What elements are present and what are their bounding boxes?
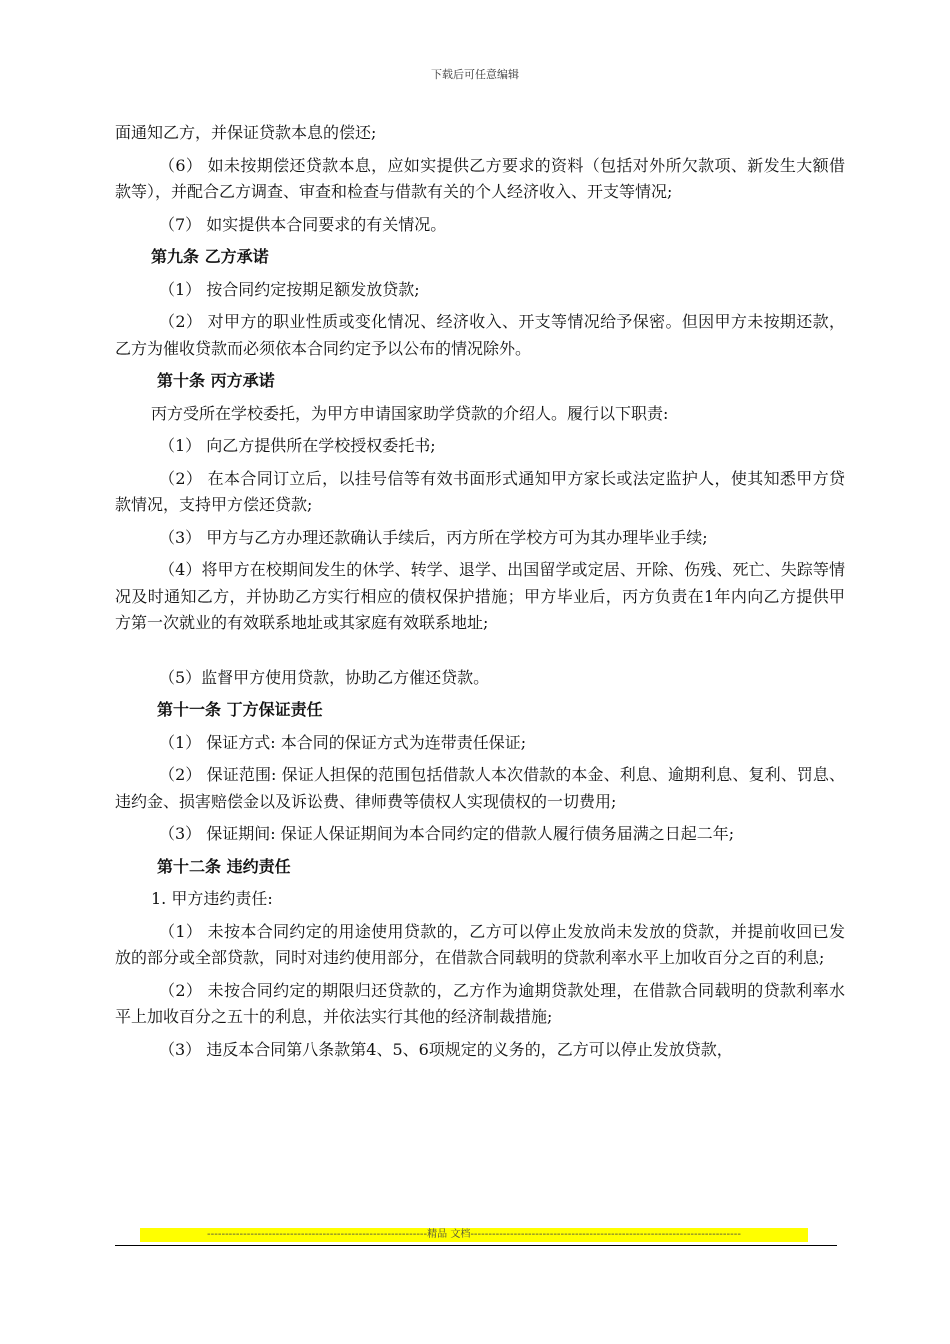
paragraph: （3） 甲方与乙方办理还款确认手续后，丙方所在学校方可为其办理毕业手续;: [159, 527, 708, 547]
paragraph: （2） 对甲方的职业性质或变化情况、经济收入、开支等情况给予保密。但因甲方未按期还款，乙方为催收贷款而必须依本合同约定予以公布的情况除外。: [115, 312, 845, 358]
paragraph: （6） 如未按期偿还贷款本息，应如实提供乙方要求的资料（包括对外所欠款项、新发生大额借款等），并配合乙方调查、审查和检查与借款有关的个人经济收入、开支等情况;: [115, 155, 845, 201]
page-header: 下载后可任意编辑: [431, 68, 519, 81]
paragraph: 1. 甲方违约责任:: [151, 889, 273, 908]
paragraph: （2） 保证范围: 保证人担保的范围包括借款人本次借款的本金、利息、逾期利息、复利、罚息、违约金、损害赔偿金以及诉讼费、律师费等债权人实现债权的一切费用;: [115, 765, 845, 811]
paragraph: （3） 保证期间: 保证人保证期间为本合同约定的借款人履行债务届满之日起二年;: [159, 824, 735, 843]
article-heading-12: 第十二条 违约责任: [157, 856, 291, 876]
paragraph: （1） 向乙方提供所在学校授权委托书;: [159, 436, 436, 455]
paragraph: （1） 保证方式: 本合同的保证方式为连带责任保证;: [159, 732, 527, 752]
article-heading-11: 第十一条 丁方保证责任: [157, 700, 323, 719]
contract-body: [115, 120, 845, 1063]
footer-divider: [115, 1245, 837, 1246]
paragraph: （1） 未按本合同约定的用途使用贷款的，乙方可以停止发放尚未发放的贷款，并提前收回已发放的部分或全部贷款，同时对违约使用部分，在借款合同载明的贷款利率水平上加收百分之百的利息;: [115, 921, 845, 967]
paragraph: （1） 按合同约定按期足额发放贷款;: [159, 279, 420, 299]
blank-line: [115, 637, 845, 659]
paragraph: （2） 在本合同订立后，以挂号信等有效书面形式通知甲方家长或法定监护人，使其知悉甲方贷款情况，支持甲方偿还贷款;: [115, 468, 845, 514]
paragraph: 丙方受所在学校委托，为甲方申请国家助学贷款的介绍人。履行以下职责:: [151, 403, 669, 423]
footer-highlight-band: -------------------------------------------------------------精品 文档---------------------------------------------------------------------------: [140, 1228, 808, 1242]
article-heading-10: 第十条 丙方承诺: [157, 371, 275, 390]
paragraph: （3） 违反本合同第八条款第4、5、6项规定的义务的，乙方可以停止发放贷款，: [159, 1039, 733, 1059]
paragraph: （2） 未按合同约定的期限归还贷款的，乙方作为逾期贷款处理，在借款合同载明的贷款利率水平上加收百分之五十的利息，并依法实行其他的经济制裁措施;: [115, 980, 845, 1026]
article-heading-9: 第九条 乙方承诺: [151, 247, 269, 266]
paragraph: 面通知乙方，并保证贷款本息的偿还;: [115, 123, 377, 142]
paragraph: （4）将甲方在校期间发生的休学、转学、退学、出国留学或定居、开除、伤残、死亡、失踪等情况及时通知乙方，并协助乙方实行相应的债权保护措施；甲方毕业后，丙方负责在1年内向乙方提供甲方第一次就业的有效联系地址或其家庭有效联系地址;: [115, 560, 845, 632]
paragraph: （7） 如实提供本合同要求的有关情况。: [159, 214, 447, 234]
paragraph: （5）监督甲方使用贷款，协助乙方催还贷款。: [159, 667, 490, 687]
